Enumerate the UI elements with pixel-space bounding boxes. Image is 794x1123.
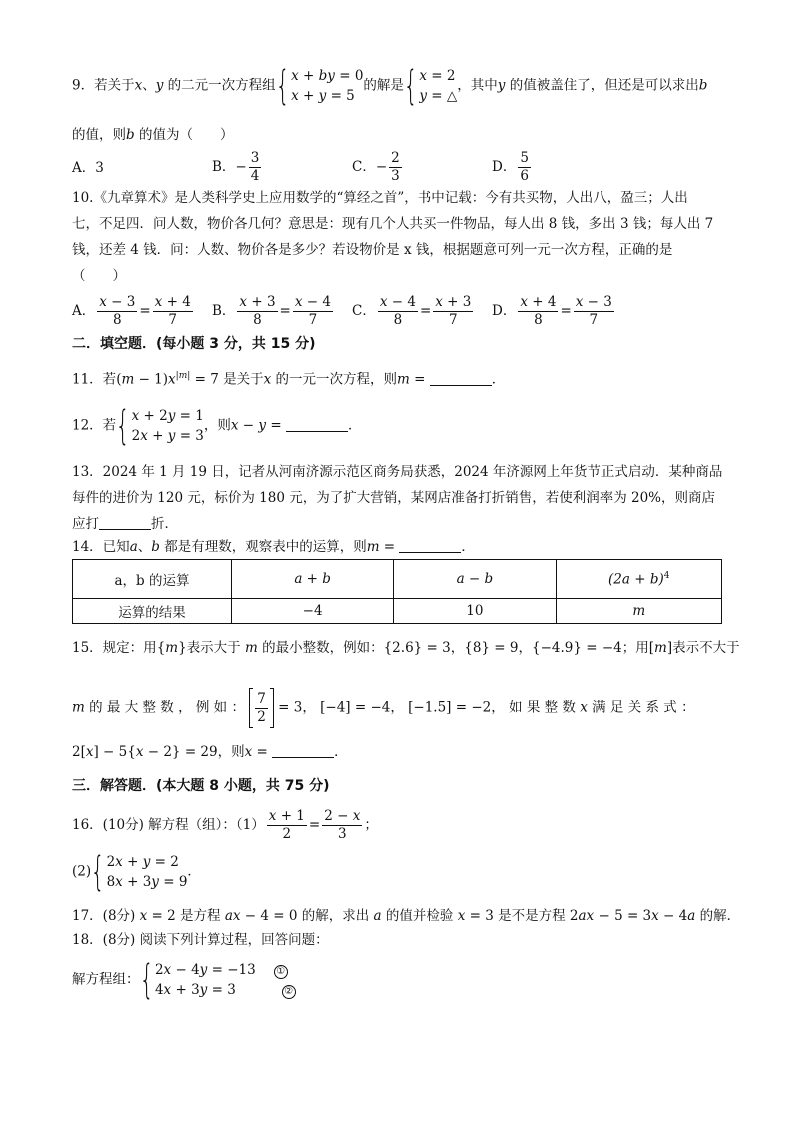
q10-line1: 10.《九章算术》是人类科学史上应用数学的“算经之首”，书中记载：今有共买物，人出八，盈三；人出 [72,190,688,206]
q11-answer-blank[interactable] [430,371,492,386]
q10-line3: 钱，还差 4 钱．问：人数、物价各是多少？若设物价是 x 钱，根据题意可列一元一次方程，正确的是 [72,242,673,258]
table-row [73,560,722,599]
table-cell: m [556,599,722,624]
q18-line1: 18．(8分) 阅读下列计算过程，回答问题： [72,932,329,948]
q12-answer-blank[interactable] [286,417,348,432]
q9-line1: 9．若关于x、y 的二元一次方程组 { x + by = 0 x + y = 5 的解是 { x = 2 y = △ ，其中y 的值被盖住了，但还是可以求出b [72,63,708,109]
q16-part2: (2) { 2x + y = 2 8x + 3y = 9 ． [72,849,201,895]
q16-part1: 16．(10分) 解方程（组）：（1） $\frac{x + 1}{2}$ = $\frac{2 - x}{3}$ ； [72,808,378,842]
q12-system: { x + 2y = 1 2x + y = 3 [115,403,204,449]
q9-solution: { x = 2 y = △ [403,63,458,109]
q15-line3: 2[x] − 5{x − 2} = 29，则x = ． [72,744,348,760]
q10-option-c[interactable]: C． $\frac{x - 4}{8}$ = $\frac{x + 3}{7}$ [352,294,472,328]
q9-option-b[interactable]: B．− $\frac{3}{4}$ [212,150,260,184]
q10-option-a[interactable]: A． $\frac{x - 3}{8}$ = $\frac{x + 4}{7}$ [72,294,191,328]
q13-line2: 每件的进价为 120 元，标价为 180 元，为了扩大营销，某网店准备打折销售，若使利润率为 20%，则商店 [72,490,715,506]
q9-text: 的值为（ ） [138,127,234,143]
q10-options [72,294,616,329]
q10-line4: （ ） [72,268,126,284]
q12: 12．若 { x + 2y = 1 2x + y = 3 ，则x − y = ． [72,403,362,449]
table-cell: a − b [394,560,556,599]
q13-answer-blank[interactable] [99,515,151,530]
q11: 11．若$(m - 1)x^{|m|} = 7$ 是关于x 的一元一次方程，则m = ． [72,371,506,388]
table-row [73,599,722,624]
q15-line1: 15．规定：用{m}表示大于 m 的最小整数，例如：{2.6} = 3，{8} = 9，{−4.9} = −4；用[m]表示不大于 [72,640,740,656]
q10-line2: 七，不足四．问人数，物价各几何？意思是：现有几个人共买一件物品，每人出 8 钱，多出 3 钱；每人出 7 [72,216,714,232]
q10-option-b[interactable]: B． $\frac{x + 3}{8}$ = $\frac{x - 4}{7}$ [212,294,331,328]
q14-answer-blank[interactable] [399,538,461,553]
q9-options [72,150,533,185]
section-3-heading: 三．解答题．(本大题 8 小题，共 75 分) [72,778,330,794]
q10-option-d[interactable]: D． $\frac{x + 4}{8}$ = $\frac{x - 3}{7}$ [492,294,612,328]
q9-text: 的解是 [363,77,404,94]
q14: 14．已知a、b 都是有理数，观察表中的运算，则m = ． [72,539,475,555]
q17: 17．(8分) x = 2 是方程 ax − 4 = 0 的解，求出 a 的值并检验 x = 3 是不是方程 2ax − 5 = 3x − 4a 的解． [72,908,741,924]
q9-text: 9．若关于 [72,77,135,94]
q9-line2: 的值，则b 的值为（ ） [72,127,234,143]
table-cell: a，b 的运算 [73,560,232,599]
q9-text: 的二元一次方程组 [167,77,276,94]
q9-option-c[interactable]: C．− $\frac{2}{3}$ [352,150,400,184]
table-cell: 10 [394,599,556,624]
q18-system: { 2x − 4y = −13 ① 4x + 3y = 3 ② [140,960,296,1000]
table-cell: −4 [232,599,394,624]
q16-system: { 2x + y = 2 8x + 3y = 9 [90,849,188,895]
q15-answer-blank[interactable] [272,743,334,758]
q9-option-d[interactable]: D． $\frac{5}{6}$ [492,150,529,184]
table-cell: $(2a + b)^4$ [556,560,722,599]
q13-line3: 应打 折． [72,516,178,532]
q13-line1: 13．2024 年 1 月 19 日，记者从河南济源示范区商务局获悉，2024 年济源网上年货节正式启动．某种商品 [72,464,723,480]
q9-system: { x + by = 0 x + y = 5 [275,63,364,109]
table-cell: a + b [232,560,394,599]
q14-table [72,559,722,624]
q9-text: 的值，则 [72,127,126,143]
table-cell: 运算的结果 [73,599,232,624]
q9-option-a[interactable]: A．3 [72,159,104,176]
q18-system-line: 解方程组： { 2x − 4y = −13 ① 4x + 3y = 3 ② [72,960,296,1000]
q9-text: 的值被盖住了，但还是可以求出 [509,77,699,94]
q15-line2: m 的 最 大 整 数 ， 例 如 ： $\frac{7}{2}$ = 3， [−4] = −4， [−1.5] = −2， 如 果 整 数 x 满 足 关 系 式 ： [72,688,695,728]
q9-text: ，其中 [457,77,498,94]
section-2-heading: 二．填空题．(每小题 3 分，共 15 分) [72,336,316,352]
